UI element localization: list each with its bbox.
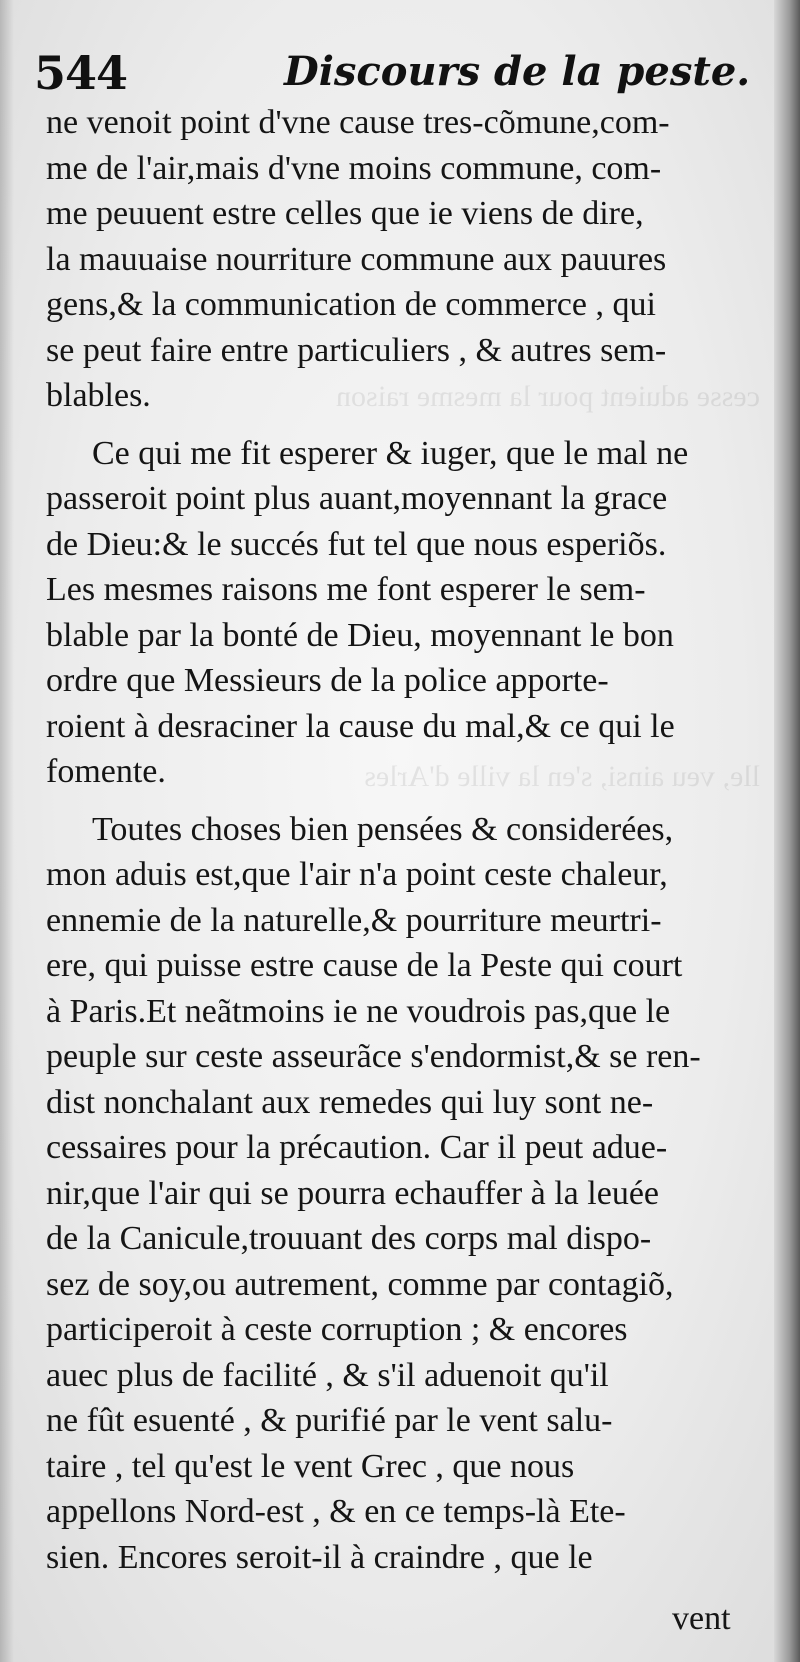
text-line: ne fût esuenté , & purifié par le vent salu- xyxy=(46,1402,613,1439)
page-edge-shadow xyxy=(774,0,800,1662)
text-line: auec plus de facilité , & s'il aduenoit qu'il xyxy=(46,1356,609,1394)
text-line: de la Canicule,trouuant des corps mal dispo- xyxy=(46,1220,652,1257)
text-line: roient à desraciner la cause du mal,& ce qui le xyxy=(46,707,675,745)
text-line: ne venoit point d'vne cause tres-cõmune,com- xyxy=(46,104,670,141)
bleed-through-text: cesse aduient pour la mesme raison xyxy=(335,380,760,413)
running-head: Discours de la peste. xyxy=(284,48,751,95)
text-line: Ce qui me fit esperer & iuger, que le mal ne xyxy=(92,434,689,472)
page-header xyxy=(34,40,751,100)
text-line: ordre que Messieurs de la police apporte- xyxy=(46,662,609,699)
text-line: se peut faire entre particuliers , & autres sem- xyxy=(46,331,667,369)
text-line: sez de soy,ou autrement, comme par contagiõ, xyxy=(46,1265,674,1303)
bleed-through-text: lle, veu ainsi, s'en la ville d'Arles xyxy=(364,760,760,793)
text-line: dist nonchalant aux remedes qui luy sont ne- xyxy=(46,1083,654,1121)
text-line: blables. xyxy=(46,377,151,414)
text-line: mon aduis est,que l'air n'a point ceste chaleur, xyxy=(46,856,668,893)
text-line: nir,que l'air qui se pourra echauffer à la leuée xyxy=(46,1174,659,1212)
paragraph-1 xyxy=(46,100,746,419)
text-line: appellons Nord-est , & en ce temps-là Ete- xyxy=(46,1493,626,1530)
text-line: ennemie de la naturelle,& pourriture meurtri- xyxy=(46,901,662,939)
paragraph-3 xyxy=(46,807,746,1581)
page-gutter-shadow xyxy=(0,0,14,1662)
text-line: me de l'air,mais d'vne moins commune, com- xyxy=(46,149,662,187)
text-line: passeroit point plus auant,moyennant la grace xyxy=(46,480,668,517)
text-line: blable par la bonté de Dieu, moyennant le bon xyxy=(46,616,674,654)
text-line: ere, qui puisse estre cause de la Peste qui court xyxy=(46,947,683,984)
body-text xyxy=(46,100,746,1580)
catchword: vent xyxy=(672,1600,731,1637)
paragraph-2 xyxy=(46,431,746,795)
text-line: la mauuaise nourriture commune aux pauures xyxy=(46,240,667,278)
text-line: gens,& la communication de commerce , qui xyxy=(46,286,656,323)
text-line: participeroit à ceste corruption ; & encores xyxy=(46,1311,628,1348)
text-line: Les mesmes raisons me font esperer le sem- xyxy=(46,571,646,608)
text-line: peuple sur ceste asseurãce s'endormist,& se ren- xyxy=(46,1038,701,1075)
text-line: à Paris.Et neãtmoins ie ne voudrois pas,que le xyxy=(46,992,671,1030)
text-line: me peuuent estre celles que ie viens de dire, xyxy=(46,195,644,232)
text-line: cessaires pour la précaution. Car il peut adue- xyxy=(46,1129,668,1166)
text-line: taire , tel qu'est le vent Grec , que nous xyxy=(46,1447,575,1485)
text-line: fomente. xyxy=(46,753,166,790)
text-line: sien. Encores seroit-il à craindre , que le xyxy=(46,1538,593,1576)
page-number: 544 xyxy=(34,46,128,100)
text-line: Toutes choses bien pensées & considerées, xyxy=(92,810,674,848)
text-line: de Dieu:& le succés fut tel que nous esperiõs. xyxy=(46,525,667,563)
